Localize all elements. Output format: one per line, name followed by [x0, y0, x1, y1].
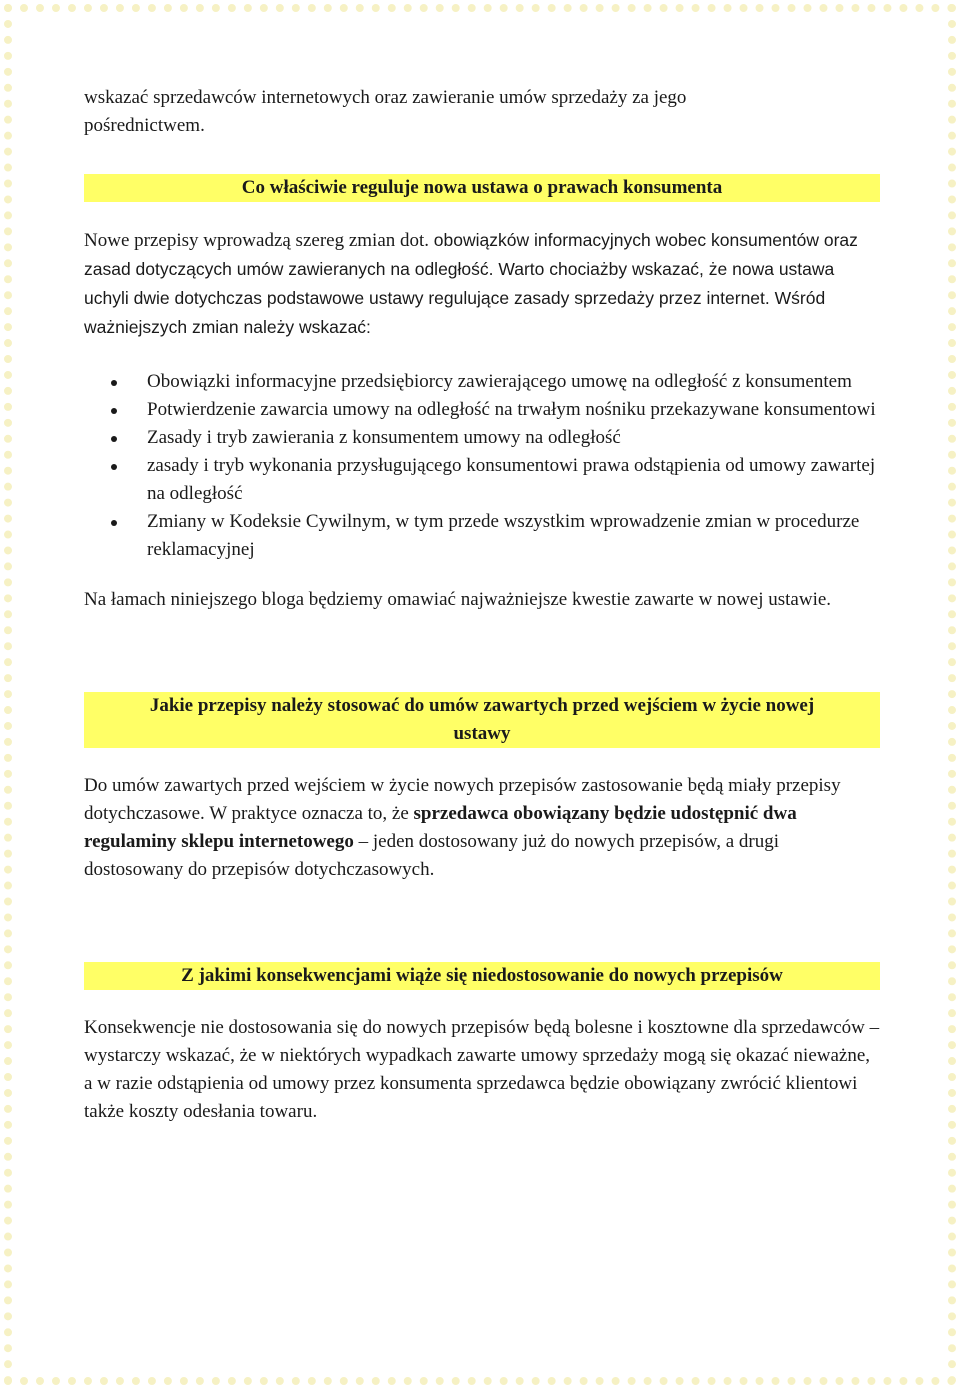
bullet-icon [111, 464, 117, 470]
list-item-text: Zasady i tryb zawierania z konsumentem umowy na odległość [147, 427, 621, 448]
section-3-paragraph: Konsekwencje nie dostosowania się do nowych przepisów będą bolesne i kosztowne dla sprzedawców – wystarczy wskazać, że w niektórych wypadkach zawarte umowy sprzedaży mogą się okazać nieważne, a w razie odstąpienia od umowy przez konsumenta sprzedawca będzie obowiązany zwrócić klientowi także koszty odesłania towaru. [84, 1017, 880, 1122]
list-item-text: Obowiązki informacyjne przedsiębiorcy zawierającego umowę na odległość z konsumentem [147, 371, 852, 392]
section-2-text-1: Do umów zawartych przed wejściem w życie nowych przepisów zastosowanie będą miały przepisy dotychczasowe. W praktyce oznacza to, że [84, 775, 841, 824]
list-item [84, 396, 880, 424]
bullet-icon [111, 408, 117, 414]
list-item [84, 424, 880, 452]
section-1-paragraph-serif: Nowe przepisy wprowadzą szereg zmian dot. [84, 230, 434, 251]
section-2-paragraph [84, 772, 880, 884]
list-item-text: zasady i tryb wykonania przysługującego konsumentowi prawa odstąpienia od umowy zawartej na odległość [147, 455, 876, 504]
intro-line-1: wskazać sprzedawców internetowych oraz zawieranie umów sprzedaży za jego [84, 87, 687, 108]
section-1-heading: Co właściwie reguluje nowa ustawa o prawach konsumenta [84, 174, 880, 202]
document-body [84, 84, 880, 1126]
list-item-text: Potwierdzenie zawarcia umowy na odległość na trwałym nośniku przekazywane konsumentowi [147, 399, 876, 420]
section-3-heading: Z jakimi konsekwencjami wiąże się niedostosowanie do nowych przepisów [84, 962, 880, 990]
section-1-paragraph [84, 226, 880, 342]
section-1-closing: Na łamach niniejszego bloga będziemy omawiać najważniejsze kwestie zawarte w nowej ustawie. [84, 589, 832, 610]
list-item [84, 368, 880, 396]
bullet-icon [111, 520, 117, 526]
section-1-paragraph-sans: obowiązków informacyjnych wobec konsumentów oraz zasad dotyczących umów zawieranych na odległość. Warto chociażby wskazać, że nowa ustawa uchyli dwie dotychczas podstawowe ustawy regulujące zasady sprzedaży przez internet. [84, 230, 858, 308]
intro-line-2: pośrednictwem. [84, 115, 205, 136]
bullet-icon [111, 436, 117, 442]
section-1-paragraph-sans-2: Wśród ważniejszych zmian należy wskazać: [84, 288, 826, 337]
list-item-text: Zmiany w Kodeksie Cywilnym, w tym przede wszystkim wprowadzenie zmian w procedurze reklamacyjnej [147, 511, 860, 560]
section-2-text-2: – jeden dostosowany już do nowych przepisów, a drugi dostosowany do przepisów dotychczasowych. [84, 831, 779, 880]
list-item [84, 508, 880, 564]
bullet-icon [111, 380, 117, 386]
changes-list [84, 368, 880, 564]
section-2-bold-text: sprzedawca obowiązany będzie udostępnić dwa regulaminy sklepu internetowego [84, 803, 797, 852]
list-item [84, 452, 880, 508]
intro-paragraph [84, 84, 880, 140]
section-2-heading: Jakie przepisy należy stosować do umów zawartych przed wejściem w życie nowej ustawy [84, 692, 880, 748]
